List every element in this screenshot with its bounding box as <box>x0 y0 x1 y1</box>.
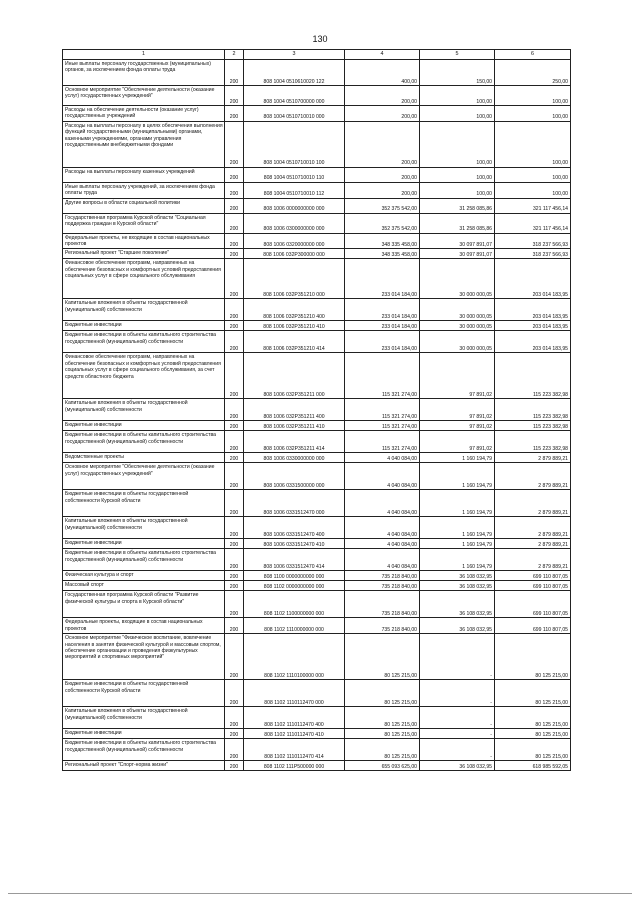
table-row <box>63 321 571 331</box>
row-name: Бюджетные инвестиции в объекты государственной собственности Курской области <box>63 680 225 707</box>
row-code: 200 <box>225 463 244 490</box>
row-amount-remaining: 80 125 215,00 <box>495 739 571 761</box>
row-kbk: 808 1102 0000000000 000 <box>244 581 345 591</box>
row-code: 200 <box>225 571 244 581</box>
row-kbk: 808 1006 0320000000 000 <box>244 233 345 249</box>
row-amount-executed: 30 000 000,05 <box>420 299 495 321</box>
row-amount-executed: 1 160 194,79 <box>420 549 495 571</box>
row-kbk: 808 1006 032P351211 410 <box>244 421 345 431</box>
table-row <box>63 707 571 729</box>
row-kbk: 808 1004 0510610020 122 <box>244 60 345 86</box>
row-amount-executed: 150,00 <box>420 60 495 86</box>
table-row <box>63 431 571 453</box>
row-name: Бюджетные инвестиции в объекты капитального строительства государственной (муниципальной) собственности <box>63 431 225 453</box>
table-row <box>63 490 571 517</box>
table-row <box>63 233 571 249</box>
row-amount-executed: - <box>420 680 495 707</box>
row-amount-remaining: 115 223 382,98 <box>495 399 571 421</box>
row-kbk: 808 1004 0510710010 000 <box>244 106 345 122</box>
table-row <box>63 259 571 299</box>
row-amount-executed: 1 160 194,79 <box>420 539 495 549</box>
row-name: Бюджетные инвестиции <box>63 321 225 331</box>
row-amount-planned: 233 014 184,00 <box>345 321 420 331</box>
row-amount-executed: 100,00 <box>420 182 495 198</box>
row-code: 200 <box>225 729 244 739</box>
row-code: 200 <box>225 399 244 421</box>
row-code: 200 <box>225 490 244 517</box>
row-amount-remaining: 100,00 <box>495 86 571 106</box>
row-code: 200 <box>225 517 244 539</box>
row-code: 200 <box>225 121 244 167</box>
row-amount-planned: 735 218 840,00 <box>345 618 420 634</box>
row-code: 200 <box>225 591 244 618</box>
row-kbk: 808 1006 0300000000 000 <box>244 213 345 233</box>
row-amount-planned: 655 093 625,00 <box>345 761 420 771</box>
row-amount-planned: 233 014 184,00 <box>345 259 420 299</box>
row-amount-planned: 80 125 215,00 <box>345 707 420 729</box>
row-name: Капитальные вложения в объекты государственной (муниципальной) собственности <box>63 707 225 729</box>
row-name: Государственная программа Курской области "Развитие физической культуры и спорта в Курской области" <box>63 591 225 618</box>
row-amount-executed: 30 000 000,05 <box>420 259 495 299</box>
row-amount-planned: 115 321 274,00 <box>345 431 420 453</box>
row-amount-planned: 735 218 840,00 <box>345 591 420 618</box>
table-row <box>63 517 571 539</box>
row-amount-planned: 233 014 184,00 <box>345 299 420 321</box>
table-row <box>63 86 571 106</box>
table-row <box>63 213 571 233</box>
page-number: 130 <box>312 34 328 44</box>
row-amount-executed: - <box>420 739 495 761</box>
row-code: 200 <box>225 249 244 259</box>
header-col-1: 1 <box>63 50 225 60</box>
table-row <box>63 198 571 213</box>
row-name: Иные выплаты персоналу учреждений, за исключением фонда оплаты труда <box>63 182 225 198</box>
row-amount-remaining: 2 879 889,21 <box>495 490 571 517</box>
row-code: 200 <box>225 182 244 198</box>
row-amount-planned: 80 125 215,00 <box>345 634 420 680</box>
row-amount-executed: - <box>420 729 495 739</box>
row-name: Основное мероприятие "Обеспечение деятельности (оказание услуг) государственных учреждений" <box>63 463 225 490</box>
header-col-6: 6 <box>495 50 571 60</box>
row-kbk: 808 1006 032P351210 400 <box>244 299 345 321</box>
row-kbk: 808 1102 1110112470 410 <box>244 729 345 739</box>
row-amount-remaining: 100,00 <box>495 182 571 198</box>
table-row <box>63 539 571 549</box>
table-row <box>63 106 571 122</box>
row-amount-planned: 233 014 184,00 <box>345 331 420 353</box>
table-row <box>63 421 571 431</box>
row-name: Бюджетные инвестиции в объекты государственной собственности Курской области <box>63 490 225 517</box>
row-amount-planned: 352 375 542,00 <box>345 213 420 233</box>
table-row <box>63 121 571 167</box>
row-kbk: 808 1006 032P351210 410 <box>244 321 345 331</box>
row-amount-executed: 97 891,02 <box>420 353 495 399</box>
row-name: Бюджетные инвестиции <box>63 539 225 549</box>
row-amount-remaining: 699 110 807,05 <box>495 581 571 591</box>
row-code: 200 <box>225 299 244 321</box>
row-amount-executed: - <box>420 634 495 680</box>
row-amount-executed: 36 108 032,95 <box>420 571 495 581</box>
row-code: 200 <box>225 421 244 431</box>
row-code: 200 <box>225 198 244 213</box>
row-name: Расходы на выплаты персоналу казенных учреждений <box>63 167 225 182</box>
row-amount-remaining: 699 110 807,05 <box>495 571 571 581</box>
row-kbk: 808 1006 0331500000 000 <box>244 463 345 490</box>
row-amount-remaining: 321 117 456,14 <box>495 213 571 233</box>
row-kbk: 808 1006 0330000000 000 <box>244 453 345 463</box>
row-name: Массовый спорт <box>63 581 225 591</box>
row-amount-executed: 30 097 891,07 <box>420 233 495 249</box>
row-amount-executed: 1 160 194,79 <box>420 453 495 463</box>
row-kbk: 808 1006 032P351210 414 <box>244 331 345 353</box>
row-code: 200 <box>225 680 244 707</box>
row-amount-remaining: 100,00 <box>495 167 571 182</box>
row-amount-remaining: 80 125 215,00 <box>495 707 571 729</box>
row-amount-remaining: 80 125 215,00 <box>495 729 571 739</box>
row-amount-planned: 348 335 458,00 <box>345 249 420 259</box>
row-amount-planned: 80 125 215,00 <box>345 680 420 707</box>
row-code: 200 <box>225 321 244 331</box>
table-row <box>63 399 571 421</box>
row-kbk: 808 1100 0000000000 000 <box>244 571 345 581</box>
row-kbk: 808 1102 1100000000 000 <box>244 591 345 618</box>
row-amount-remaining: 2 879 889,21 <box>495 539 571 549</box>
row-code: 200 <box>225 86 244 106</box>
row-name: Бюджетные инвестиции в объекты капитального строительства государственной (муниципальной) собственности <box>63 549 225 571</box>
row-name: Капитальные вложения в объекты государственной (муниципальной) собственности <box>63 399 225 421</box>
row-name: Капитальные вложения в объекты государственной (муниципальной) собственности <box>63 299 225 321</box>
row-amount-planned: 4 040 084,00 <box>345 453 420 463</box>
header-col-3: 3 <box>244 50 345 60</box>
row-amount-executed: 1 160 194,79 <box>420 463 495 490</box>
row-kbk: 808 1004 0510700000 000 <box>244 86 345 106</box>
row-code: 200 <box>225 213 244 233</box>
row-amount-executed: 30 000 000,05 <box>420 331 495 353</box>
table-row <box>63 729 571 739</box>
row-code: 200 <box>225 739 244 761</box>
row-kbk: 808 1006 0000000000 000 <box>244 198 345 213</box>
table-row <box>63 591 571 618</box>
row-name: Капитальные вложения в объекты государственной (муниципальной) собственности <box>63 517 225 539</box>
table-row <box>63 60 571 86</box>
row-amount-planned: 80 125 215,00 <box>345 729 420 739</box>
row-code: 200 <box>225 581 244 591</box>
row-amount-executed: 1 160 194,79 <box>420 490 495 517</box>
row-code: 200 <box>225 761 244 771</box>
table-row <box>63 167 571 182</box>
row-amount-remaining: 2 879 889,21 <box>495 463 571 490</box>
row-name: Иные выплаты персоналу государственных (муниципальных) органов, за исключением фонда оплаты труда <box>63 60 225 86</box>
row-amount-remaining: 115 223 382,98 <box>495 421 571 431</box>
row-amount-remaining: 2 879 889,21 <box>495 453 571 463</box>
table-row <box>63 634 571 680</box>
row-amount-executed: 36 108 032,95 <box>420 761 495 771</box>
row-kbk: 808 1006 032P351210 000 <box>244 259 345 299</box>
row-code: 200 <box>225 431 244 453</box>
row-amount-planned: 4 040 084,00 <box>345 549 420 571</box>
row-kbk: 808 1006 0331512470 410 <box>244 539 345 549</box>
row-amount-executed: 97 891,02 <box>420 399 495 421</box>
row-amount-remaining: 2 879 889,21 <box>495 517 571 539</box>
row-amount-planned: 200,00 <box>345 182 420 198</box>
row-amount-planned: 115 321 274,00 <box>345 353 420 399</box>
row-amount-executed: 97 891,02 <box>420 421 495 431</box>
row-amount-remaining: 318 237 566,93 <box>495 249 571 259</box>
row-amount-planned: 400,00 <box>345 60 420 86</box>
row-amount-remaining: 100,00 <box>495 121 571 167</box>
table-row <box>63 453 571 463</box>
row-kbk: 808 1102 1110000000 000 <box>244 618 345 634</box>
row-code: 200 <box>225 167 244 182</box>
table-row <box>63 353 571 399</box>
table-row <box>63 680 571 707</box>
row-kbk: 808 1102 1110112470 000 <box>244 680 345 707</box>
row-code: 200 <box>225 618 244 634</box>
row-amount-remaining: 115 223 382,98 <box>495 431 571 453</box>
row-amount-executed: 36 108 032,95 <box>420 618 495 634</box>
row-amount-planned: 4 040 084,00 <box>345 463 420 490</box>
table-row <box>63 549 571 571</box>
row-amount-remaining: 250,00 <box>495 60 571 86</box>
row-amount-planned: 348 335 458,00 <box>345 233 420 249</box>
row-amount-planned: 735 218 840,00 <box>345 571 420 581</box>
row-amount-remaining: 203 014 183,95 <box>495 331 571 353</box>
budget-table <box>62 49 571 771</box>
row-name: Финансовое обеспечение программ, направленных на обеспечение безопасных и комфортных условий предоставления социальных услуг в сфере социального обслуживания <box>63 259 225 299</box>
row-code: 200 <box>225 539 244 549</box>
row-code: 200 <box>225 331 244 353</box>
row-amount-remaining: 2 879 889,21 <box>495 549 571 571</box>
row-amount-remaining: 80 125 215,00 <box>495 634 571 680</box>
row-amount-remaining: 618 985 592,05 <box>495 761 571 771</box>
row-code: 200 <box>225 60 244 86</box>
row-amount-planned: 115 321 274,00 <box>345 421 420 431</box>
table-row <box>63 618 571 634</box>
row-code: 200 <box>225 259 244 299</box>
row-amount-executed: 31 258 085,86 <box>420 198 495 213</box>
table-row <box>63 571 571 581</box>
table-row <box>63 463 571 490</box>
table-row <box>63 299 571 321</box>
row-amount-remaining: 80 125 215,00 <box>495 680 571 707</box>
row-amount-planned: 115 321 274,00 <box>345 399 420 421</box>
row-kbk: 808 1006 032P351211 400 <box>244 399 345 421</box>
row-amount-executed: 97 891,02 <box>420 431 495 453</box>
row-amount-executed: 31 258 085,86 <box>420 213 495 233</box>
row-amount-executed: 1 160 194,79 <box>420 517 495 539</box>
header-col-2: 2 <box>225 50 244 60</box>
row-code: 200 <box>225 353 244 399</box>
row-amount-planned: 200,00 <box>345 86 420 106</box>
row-amount-executed: 36 108 032,95 <box>420 591 495 618</box>
row-amount-planned: 352 375 542,00 <box>345 198 420 213</box>
table-row <box>63 331 571 353</box>
row-amount-executed: - <box>420 707 495 729</box>
row-name: Основное мероприятие "Обеспечение деятельности (оказание услуг) государственных учреждений" <box>63 86 225 106</box>
row-amount-planned: 4 040 084,00 <box>345 517 420 539</box>
row-code: 200 <box>225 106 244 122</box>
row-kbk: 808 1004 0510710010 110 <box>244 167 345 182</box>
row-name: Федеральные проекты, входящие в состав национальных проектов <box>63 618 225 634</box>
table-row <box>63 739 571 761</box>
row-name: Расходы на выплаты персоналу в целях обеспечения выполнения функций государственными (муниципальными) органами, казенными учреждениями, органами управления государственными внебюджетными фондами <box>63 121 225 167</box>
table-row <box>63 249 571 259</box>
row-kbk: 808 1006 0331512470 000 <box>244 490 345 517</box>
row-name: Ведомственные проекты <box>63 453 225 463</box>
row-amount-executed: 30 000 000,05 <box>420 321 495 331</box>
row-kbk: 808 1102 1110112470 414 <box>244 739 345 761</box>
row-name: Региональный проект "Спорт-норма жизни" <box>63 761 225 771</box>
row-amount-planned: 200,00 <box>345 106 420 122</box>
row-amount-remaining: 318 237 566,93 <box>495 233 571 249</box>
row-amount-remaining: 203 014 183,95 <box>495 299 571 321</box>
row-kbk: 808 1006 0331512470 414 <box>244 549 345 571</box>
row-kbk: 808 1004 0510710010 112 <box>244 182 345 198</box>
row-kbk: 808 1004 0510710010 100 <box>244 121 345 167</box>
row-amount-executed: 100,00 <box>420 121 495 167</box>
row-amount-planned: 80 125 215,00 <box>345 739 420 761</box>
row-kbk: 808 1006 032P351211 414 <box>244 431 345 453</box>
row-amount-remaining: 203 014 183,95 <box>495 321 571 331</box>
row-code: 200 <box>225 707 244 729</box>
row-kbk: 808 1102 1110100000 000 <box>244 634 345 680</box>
row-name: Бюджетные инвестиции <box>63 729 225 739</box>
row-amount-executed: 100,00 <box>420 106 495 122</box>
row-amount-remaining: 115 223 382,98 <box>495 353 571 399</box>
row-name: Расходы на обеспечение деятельности (оказание услуг) государственных учреждений <box>63 106 225 122</box>
header-row <box>63 50 571 60</box>
row-name: Бюджетные инвестиции в объекты капитального строительства государственной (муниципальной) собственности <box>63 331 225 353</box>
header-col-5: 5 <box>420 50 495 60</box>
row-amount-executed: 100,00 <box>420 86 495 106</box>
table-row <box>63 761 571 771</box>
row-kbk: 808 1102 1110112470 400 <box>244 707 345 729</box>
row-code: 200 <box>225 453 244 463</box>
row-kbk: 808 1006 0331512470 400 <box>244 517 345 539</box>
row-code: 200 <box>225 549 244 571</box>
row-amount-executed: 30 097 891,07 <box>420 249 495 259</box>
row-code: 200 <box>225 233 244 249</box>
row-amount-planned: 735 218 840,00 <box>345 581 420 591</box>
header-col-4: 4 <box>345 50 420 60</box>
row-amount-remaining: 100,00 <box>495 106 571 122</box>
row-amount-executed: 100,00 <box>420 167 495 182</box>
row-amount-planned: 200,00 <box>345 167 420 182</box>
row-kbk: 808 1102 111P500000 000 <box>244 761 345 771</box>
row-amount-remaining: 321 117 456,14 <box>495 198 571 213</box>
table-body <box>63 60 571 771</box>
row-name: Государственная программа Курской области "Социальная поддержка граждан в Курской области" <box>63 213 225 233</box>
table-row <box>63 182 571 198</box>
row-name: Бюджетные инвестиции в объекты капитального строительства государственной (муниципальной) собственности <box>63 739 225 761</box>
row-name: Другие вопросы в области социальной политики <box>63 198 225 213</box>
row-name: Федеральные проекты, не входящие в состав национальных проектов <box>63 233 225 249</box>
row-name: Физическая культура и спорт <box>63 571 225 581</box>
row-kbk: 808 1006 032P351211 000 <box>244 353 345 399</box>
row-amount-planned: 200,00 <box>345 121 420 167</box>
table-row <box>63 581 571 591</box>
page-bottom-divider <box>8 893 632 894</box>
row-code: 200 <box>225 634 244 680</box>
row-kbk: 808 1006 032P300000 000 <box>244 249 345 259</box>
row-amount-remaining: 699 110 807,05 <box>495 618 571 634</box>
row-name: Основное мероприятие "Физическое воспитание, вовлечение населения в занятия физической культурой и массовым спортом, обеспечение организации и проведения физкультурных мероприятий и спортивных мероприятий" <box>63 634 225 680</box>
row-amount-executed: 36 108 032,95 <box>420 581 495 591</box>
row-name: Бюджетные инвестиции <box>63 421 225 431</box>
row-amount-planned: 4 040 084,00 <box>345 490 420 517</box>
row-name: Региональный проект "Старшее поколение" <box>63 249 225 259</box>
row-amount-planned: 4 040 084,00 <box>345 539 420 549</box>
row-name: Финансовое обеспечение программ, направленных на обеспечение безопасных и комфортных условий предоставления социальных услуг в сфере социального обслуживания, за счет средств областного бюджета <box>63 353 225 399</box>
row-amount-remaining: 203 014 183,95 <box>495 259 571 299</box>
row-amount-remaining: 699 110 807,05 <box>495 591 571 618</box>
